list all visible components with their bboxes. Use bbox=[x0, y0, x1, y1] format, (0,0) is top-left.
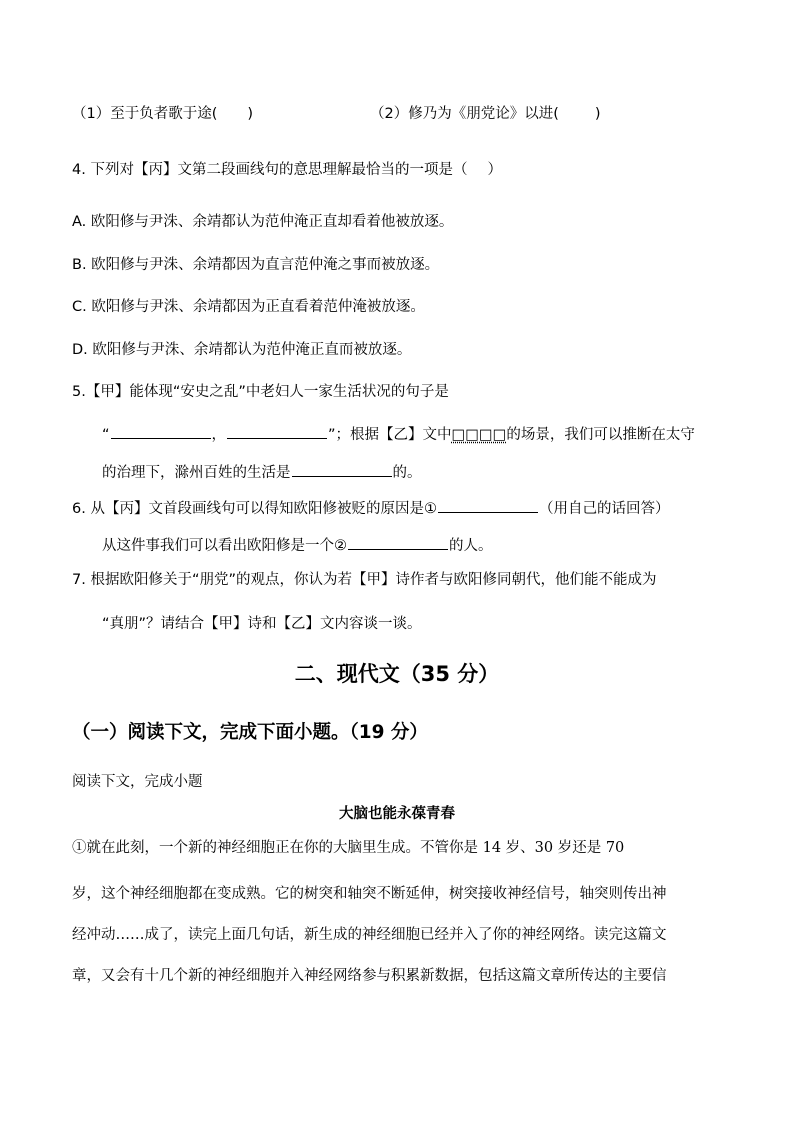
question-5-line-3: 的治理下，滁州百姓的生活是 的。 bbox=[102, 462, 422, 483]
q4-option-d: D. 欧阳修与尹洙、余靖都认为范仲淹正直而被放逐。 bbox=[72, 342, 412, 358]
q3-item-2: （2）修乃为《朋党论》以进( ) bbox=[370, 106, 601, 122]
section-title: 二、现代文（35 分） bbox=[294, 662, 500, 686]
reading-intro: 阅读下文，完成小题 bbox=[72, 774, 203, 790]
article-title: 大脑也能永葆青春 bbox=[339, 806, 455, 822]
question-5-line-1: 5.【甲】能体现“安史之乱”中老妇人一家生活状况的句子是 bbox=[72, 384, 449, 400]
question-7-line-2: “真朋”？请结合【甲】诗和【乙】文内容谈一谈。 bbox=[102, 616, 422, 632]
question-6-line-2: 从这件事我们可以看出欧阳修是一个② 的人。 bbox=[102, 535, 493, 556]
q4-option-b: B. 欧阳修与尹洙、余靖都因为直言范仲淹之事而被放逐。 bbox=[72, 257, 440, 273]
answer-blank[interactable] bbox=[292, 462, 392, 477]
article-line: ①就在此刻，一个新的神经细胞正在你的大脑里生成。不管你是 14 岁、30 岁还是 70 bbox=[72, 840, 625, 856]
question-4-stem: 4. 下列对【丙】文第二段画线句的意思理解最恰当的一项是（ ） bbox=[72, 162, 502, 178]
answer-blank[interactable] bbox=[438, 498, 538, 513]
answer-blank[interactable] bbox=[111, 424, 211, 439]
article-line: 章，又会有十几个新的神经细胞并入神经网络参与积累新数据，包括这篇文章所传达的主要信 bbox=[72, 968, 667, 984]
question-6-line-1: 6. 从【丙】文首段画线句可以得知欧阳修被贬的原因是① （用自己的话回答） bbox=[72, 498, 669, 519]
q4-option-a: A. 欧阳修与尹洙、余靖都认为范仲淹正直却看着他被放逐。 bbox=[72, 214, 454, 230]
article-line: 经冲动……成了，读完上面几句话，新生成的神经细胞已经并入了你的神经网络。读完这篇文 bbox=[72, 927, 667, 943]
subsection-title: （一）阅读下文，完成下面小题。（19 分） bbox=[72, 722, 428, 743]
question-5-line-2: “ ， ”；根据【乙】文中□□□□的场景，我们可以推断在太守 bbox=[102, 424, 695, 445]
article-line: 岁，这个神经细胞都在变成熟。它的树突和轴突不断延伸，树突接收神经信号，轴突则传出神 bbox=[72, 886, 667, 902]
answer-blank[interactable] bbox=[348, 535, 448, 550]
q3-item-1: （1）至于负者歌于途( ) bbox=[72, 106, 254, 122]
question-7-line-1: 7. 根据欧阳修关于“朋党”的观点，你认为若【甲】诗作者与欧阳修同朝代，他们能不能成为 bbox=[72, 572, 657, 588]
answer-blank[interactable] bbox=[227, 424, 327, 439]
q4-option-c: C. 欧阳修与尹洙、余靖都因为正直看着范仲淹被放逐。 bbox=[72, 299, 425, 315]
